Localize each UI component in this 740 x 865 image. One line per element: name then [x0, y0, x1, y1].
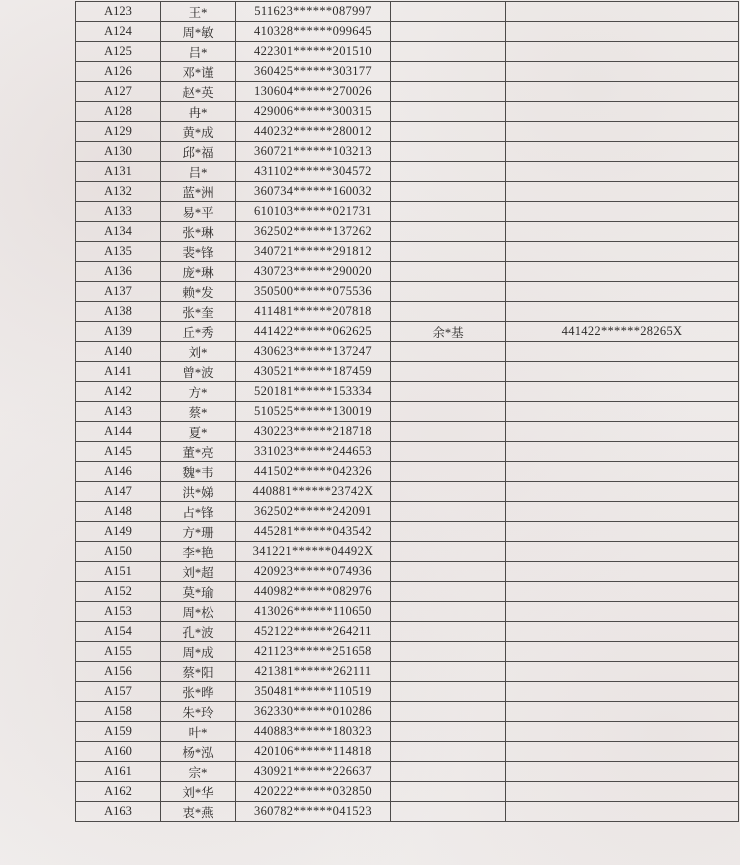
- table-row: [76, 542, 739, 562]
- table-row: [76, 442, 739, 462]
- table-row: [76, 642, 739, 662]
- cell-code: A162: [76, 782, 161, 802]
- cell-code: A145: [76, 442, 161, 462]
- cell-id-number: 360721******103213: [236, 142, 391, 162]
- cell-id-number: 452122******264211: [236, 622, 391, 642]
- cell-id-number: 520181******153334: [236, 382, 391, 402]
- cell-co-id-number: [506, 262, 739, 282]
- cell-co-name: [391, 282, 506, 302]
- cell-co-name: [391, 2, 506, 22]
- cell-id-number: 410328******099645: [236, 22, 391, 42]
- cell-id-number: 441422******062625: [236, 322, 391, 342]
- cell-code: A126: [76, 62, 161, 82]
- cell-name: 刘*超: [161, 562, 236, 582]
- cell-name: 张*晔: [161, 682, 236, 702]
- cell-co-id-number: [506, 562, 739, 582]
- table-row: [76, 122, 739, 142]
- cell-co-name: [391, 22, 506, 42]
- cell-code: A136: [76, 262, 161, 282]
- cell-code: A149: [76, 522, 161, 542]
- cell-name: 张*琳: [161, 222, 236, 242]
- table-row: [76, 702, 739, 722]
- cell-co-id-number: [506, 762, 739, 782]
- cell-name: 易*平: [161, 202, 236, 222]
- cell-co-name: [391, 582, 506, 602]
- cell-co-name: [391, 622, 506, 642]
- cell-co-name: [391, 202, 506, 222]
- cell-name: 莫*瑜: [161, 582, 236, 602]
- cell-co-name: [391, 762, 506, 782]
- cell-name: 杨*泓: [161, 742, 236, 762]
- cell-co-id-number: [506, 522, 739, 542]
- cell-code: A130: [76, 142, 161, 162]
- table-row: [76, 462, 739, 482]
- table-row: [76, 782, 739, 802]
- cell-id-number: 362330******010286: [236, 702, 391, 722]
- cell-id-number: 360425******303177: [236, 62, 391, 82]
- cell-co-name: [391, 102, 506, 122]
- cell-id-number: 362502******242091: [236, 502, 391, 522]
- cell-code: A160: [76, 742, 161, 762]
- cell-name: 周*松: [161, 602, 236, 622]
- table-row: [76, 422, 739, 442]
- cell-id-number: 420222******032850: [236, 782, 391, 802]
- cell-id-number: 441502******042326: [236, 462, 391, 482]
- cell-code: A153: [76, 602, 161, 622]
- cell-code: A129: [76, 122, 161, 142]
- cell-co-id-number: [506, 142, 739, 162]
- cell-co-name: [391, 462, 506, 482]
- cell-name: 魏*韦: [161, 462, 236, 482]
- cell-id-number: 350500******075536: [236, 282, 391, 302]
- cell-name: 丘*秀: [161, 322, 236, 342]
- cell-co-id-number: [506, 122, 739, 142]
- cell-co-name: 余*基: [391, 322, 506, 342]
- cell-co-id-number: [506, 202, 739, 222]
- cell-id-number: 430223******218718: [236, 422, 391, 442]
- table-row: [76, 662, 739, 682]
- cell-co-id-number: [506, 402, 739, 422]
- cell-code: A152: [76, 582, 161, 602]
- cell-name: 王*: [161, 2, 236, 22]
- cell-id-number: 331023******244653: [236, 442, 391, 462]
- table-row: [76, 282, 739, 302]
- cell-id-number: 430521******187459: [236, 362, 391, 382]
- table-row: [76, 82, 739, 102]
- table-row: [76, 802, 739, 822]
- cell-co-id-number: [506, 482, 739, 502]
- cell-id-number: 440881******23742X: [236, 482, 391, 502]
- cell-co-name: [391, 422, 506, 442]
- cell-code: A127: [76, 82, 161, 102]
- cell-co-id-number: [506, 462, 739, 482]
- cell-co-name: [391, 662, 506, 682]
- cell-code: A143: [76, 402, 161, 422]
- cell-id-number: 429006******300315: [236, 102, 391, 122]
- cell-co-name: [391, 642, 506, 662]
- cell-co-id-number: [506, 682, 739, 702]
- cell-co-name: [391, 82, 506, 102]
- cell-code: A142: [76, 382, 161, 402]
- cell-code: A158: [76, 702, 161, 722]
- cell-co-name: [391, 602, 506, 622]
- table-row: [76, 242, 739, 262]
- cell-co-id-number: [506, 222, 739, 242]
- cell-code: A140: [76, 342, 161, 362]
- cell-code: A150: [76, 542, 161, 562]
- table-row: [76, 342, 739, 362]
- cell-id-number: 511623******087997: [236, 2, 391, 22]
- cell-id-number: 130604******270026: [236, 82, 391, 102]
- cell-name: 刘*华: [161, 782, 236, 802]
- cell-id-number: 610103******021731: [236, 202, 391, 222]
- cell-code: A161: [76, 762, 161, 782]
- cell-co-name: [391, 222, 506, 242]
- table-row: [76, 182, 739, 202]
- cell-name: 占*锋: [161, 502, 236, 522]
- cell-co-name: [391, 522, 506, 542]
- cell-name: 宗*: [161, 762, 236, 782]
- table-row: [76, 142, 739, 162]
- table-row: [76, 62, 739, 82]
- cell-name: 刘*: [161, 342, 236, 362]
- cell-co-id-number: [506, 702, 739, 722]
- cell-co-name: [391, 502, 506, 522]
- cell-co-name: [391, 562, 506, 582]
- cell-id-number: 440982******082976: [236, 582, 391, 602]
- cell-name: 方*珊: [161, 522, 236, 542]
- cell-code: A148: [76, 502, 161, 522]
- cell-co-name: [391, 62, 506, 82]
- cell-co-name: [391, 242, 506, 262]
- cell-name: 黄*成: [161, 122, 236, 142]
- cell-id-number: 413026******110650: [236, 602, 391, 622]
- cell-co-id-number: [506, 62, 739, 82]
- cell-code: A134: [76, 222, 161, 242]
- cell-id-number: 340721******291812: [236, 242, 391, 262]
- table-row: [76, 502, 739, 522]
- cell-id-number: 362502******137262: [236, 222, 391, 242]
- cell-co-name: [391, 682, 506, 702]
- cell-name: 周*敏: [161, 22, 236, 42]
- cell-co-id-number: [506, 342, 739, 362]
- cell-co-name: [391, 162, 506, 182]
- cell-code: A123: [76, 2, 161, 22]
- cell-name: 吕*: [161, 42, 236, 62]
- table-row: [76, 562, 739, 582]
- table-row: [76, 402, 739, 422]
- cell-co-id-number: [506, 582, 739, 602]
- cell-id-number: 430623******137247: [236, 342, 391, 362]
- table-row: [76, 222, 739, 242]
- cell-co-name: [391, 42, 506, 62]
- cell-id-number: 445281******043542: [236, 522, 391, 542]
- cell-code: A147: [76, 482, 161, 502]
- cell-name: 曾*波: [161, 362, 236, 382]
- cell-co-id-number: [506, 542, 739, 562]
- cell-co-name: [391, 802, 506, 822]
- cell-co-id-number: [506, 742, 739, 762]
- cell-name: 方*: [161, 382, 236, 402]
- cell-name: 邱*福: [161, 142, 236, 162]
- cell-co-id-number: [506, 502, 739, 522]
- cell-code: A144: [76, 422, 161, 442]
- cell-co-id-number: [506, 2, 739, 22]
- cell-id-number: 360734******160032: [236, 182, 391, 202]
- cell-name: 周*成: [161, 642, 236, 662]
- cell-co-id-number: [506, 102, 739, 122]
- cell-name: 赵*英: [161, 82, 236, 102]
- cell-co-id-number: [506, 282, 739, 302]
- table-body: [76, 2, 739, 822]
- cell-name: 衷*燕: [161, 802, 236, 822]
- table-row: [76, 762, 739, 782]
- cell-co-name: [391, 342, 506, 362]
- table-row: [76, 482, 739, 502]
- cell-name: 冉*: [161, 102, 236, 122]
- table-row: [76, 162, 739, 182]
- cell-id-number: 350481******110519: [236, 682, 391, 702]
- cell-name: 李*艳: [161, 542, 236, 562]
- cell-code: A151: [76, 562, 161, 582]
- cell-name: 孔*波: [161, 622, 236, 642]
- cell-co-id-number: [506, 782, 739, 802]
- cell-co-name: [391, 702, 506, 722]
- cell-id-number: 360782******041523: [236, 802, 391, 822]
- cell-code: A132: [76, 182, 161, 202]
- cell-co-id-number: [506, 722, 739, 742]
- cell-name: 叶*: [161, 722, 236, 742]
- cell-co-id-number: [506, 242, 739, 262]
- cell-co-id-number: [506, 422, 739, 442]
- cell-id-number: 430921******226637: [236, 762, 391, 782]
- table-row: [76, 22, 739, 42]
- table-row: [76, 682, 739, 702]
- table-row: [76, 202, 739, 222]
- table-row: [76, 322, 739, 342]
- table-row: [76, 722, 739, 742]
- cell-name: 洪*娣: [161, 482, 236, 502]
- cell-id-number: 341221******04492X: [236, 542, 391, 562]
- cell-co-id-number: 441422******28265X: [506, 322, 739, 342]
- cell-code: A139: [76, 322, 161, 342]
- cell-co-id-number: [506, 22, 739, 42]
- cell-code: A128: [76, 102, 161, 122]
- cell-co-name: [391, 122, 506, 142]
- cell-co-id-number: [506, 622, 739, 642]
- table-row: [76, 582, 739, 602]
- cell-id-number: 422301******201510: [236, 42, 391, 62]
- cell-co-name: [391, 402, 506, 422]
- cell-id-number: 420106******114818: [236, 742, 391, 762]
- cell-co-name: [391, 302, 506, 322]
- cell-name: 赖*发: [161, 282, 236, 302]
- cell-name: 张*奎: [161, 302, 236, 322]
- cell-code: A156: [76, 662, 161, 682]
- cell-code: A124: [76, 22, 161, 42]
- cell-code: A141: [76, 362, 161, 382]
- cell-co-id-number: [506, 182, 739, 202]
- cell-id-number: 421381******262111: [236, 662, 391, 682]
- cell-id-number: 420923******074936: [236, 562, 391, 582]
- table-row: [76, 602, 739, 622]
- cell-code: A131: [76, 162, 161, 182]
- table-row: [76, 42, 739, 62]
- cell-co-name: [391, 142, 506, 162]
- cell-id-number: 430723******290020: [236, 262, 391, 282]
- cell-co-name: [391, 442, 506, 462]
- cell-co-id-number: [506, 162, 739, 182]
- cell-co-name: [391, 482, 506, 502]
- cell-co-name: [391, 742, 506, 762]
- table-row: [76, 2, 739, 22]
- table-row: [76, 262, 739, 282]
- cell-co-id-number: [506, 442, 739, 462]
- cell-id-number: 421123******251658: [236, 642, 391, 662]
- cell-name: 吕*: [161, 162, 236, 182]
- cell-name: 邓*谨: [161, 62, 236, 82]
- cell-code: A133: [76, 202, 161, 222]
- table-row: [76, 382, 739, 402]
- cell-co-name: [391, 362, 506, 382]
- cell-id-number: 440883******180323: [236, 722, 391, 742]
- cell-name: 蓝*洲: [161, 182, 236, 202]
- table-row: [76, 302, 739, 322]
- cell-co-id-number: [506, 642, 739, 662]
- cell-name: 庞*琳: [161, 262, 236, 282]
- cell-co-id-number: [506, 662, 739, 682]
- cell-code: A154: [76, 622, 161, 642]
- cell-id-number: 411481******207818: [236, 302, 391, 322]
- cell-code: A135: [76, 242, 161, 262]
- cell-name: 董*亮: [161, 442, 236, 462]
- cell-co-name: [391, 262, 506, 282]
- table-row: [76, 742, 739, 762]
- cell-code: A138: [76, 302, 161, 322]
- cell-name: 裴*锋: [161, 242, 236, 262]
- cell-name: 蔡*: [161, 402, 236, 422]
- table-row: [76, 102, 739, 122]
- table-row: [76, 522, 739, 542]
- cell-code: A155: [76, 642, 161, 662]
- cell-code: A137: [76, 282, 161, 302]
- cell-co-id-number: [506, 82, 739, 102]
- cell-id-number: 440232******280012: [236, 122, 391, 142]
- cell-name: 朱*玲: [161, 702, 236, 722]
- cell-co-name: [391, 542, 506, 562]
- cell-code: A163: [76, 802, 161, 822]
- cell-code: A157: [76, 682, 161, 702]
- cell-co-name: [391, 722, 506, 742]
- cell-co-id-number: [506, 42, 739, 62]
- applicant-list-table: [75, 1, 739, 822]
- cell-code: A125: [76, 42, 161, 62]
- cell-name: 蔡*阳: [161, 662, 236, 682]
- cell-co-name: [391, 382, 506, 402]
- cell-co-name: [391, 782, 506, 802]
- table-row: [76, 362, 739, 382]
- cell-co-name: [391, 182, 506, 202]
- cell-id-number: 510525******130019: [236, 402, 391, 422]
- cell-code: A159: [76, 722, 161, 742]
- cell-co-id-number: [506, 802, 739, 822]
- cell-co-id-number: [506, 362, 739, 382]
- cell-name: 夏*: [161, 422, 236, 442]
- cell-co-id-number: [506, 602, 739, 622]
- cell-code: A146: [76, 462, 161, 482]
- cell-id-number: 431102******304572: [236, 162, 391, 182]
- table-row: [76, 622, 739, 642]
- cell-co-id-number: [506, 302, 739, 322]
- cell-co-id-number: [506, 382, 739, 402]
